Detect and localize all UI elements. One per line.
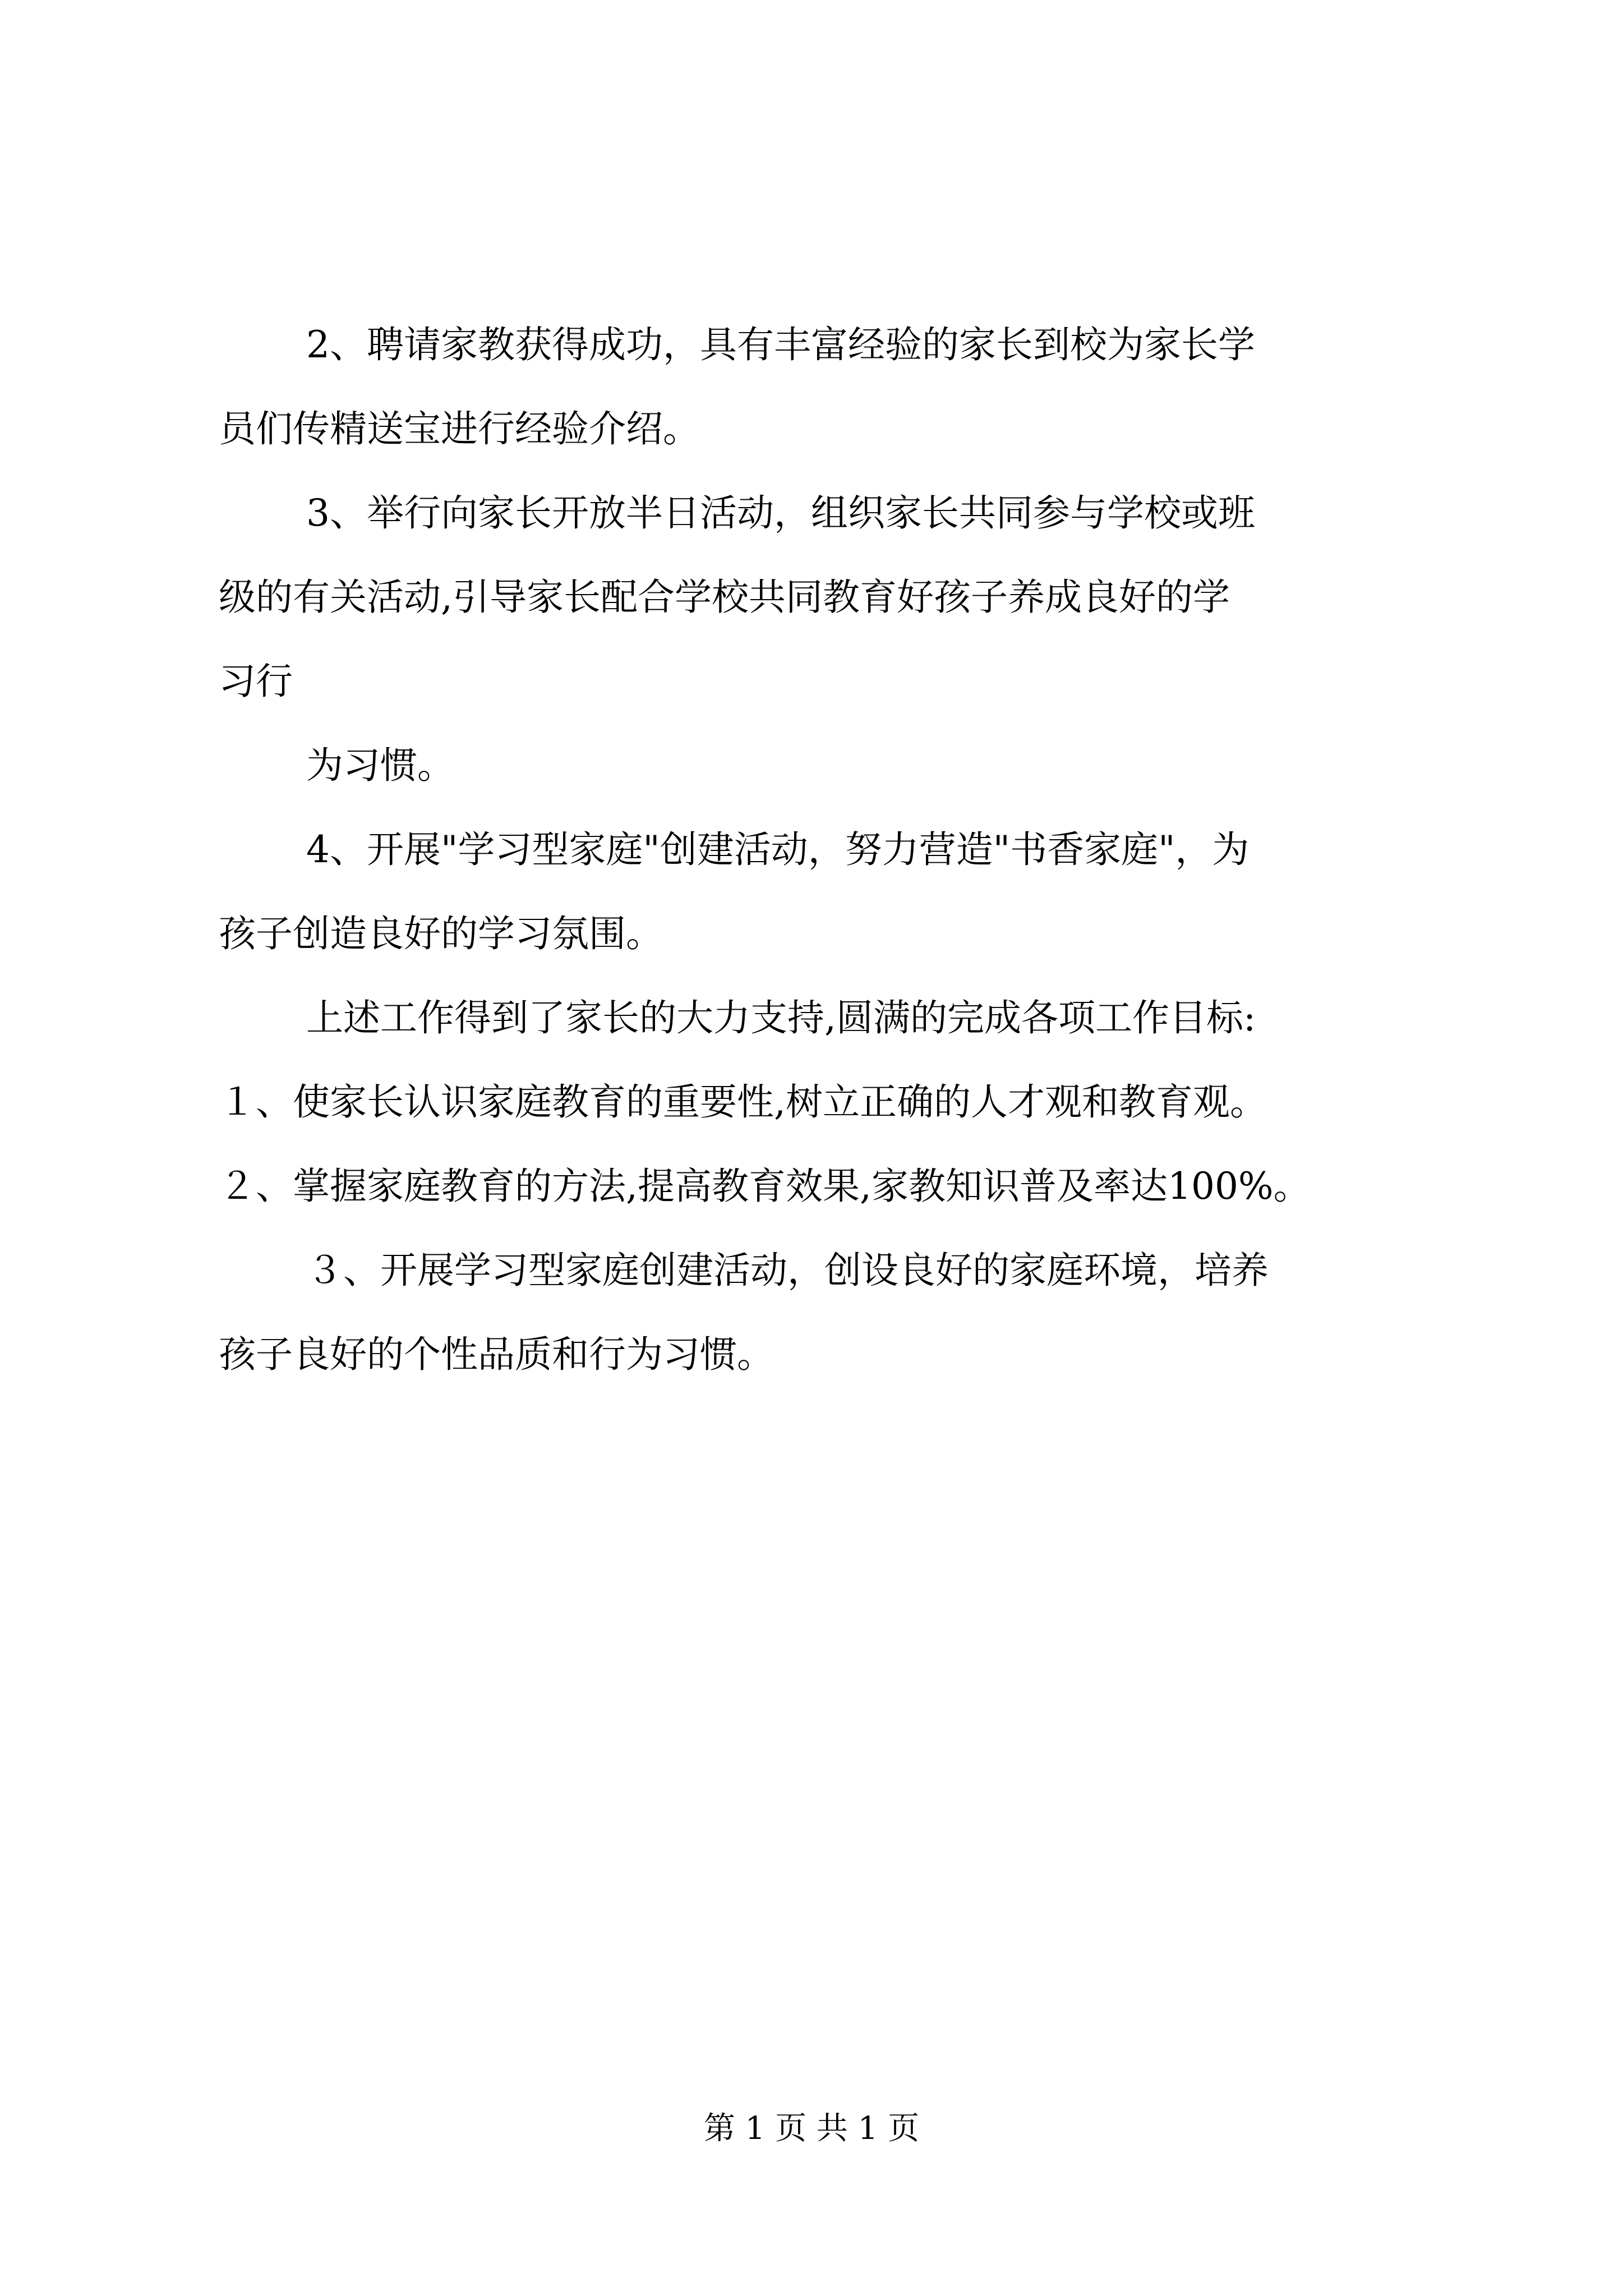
text-line: ２、掌握家庭教育的方法,提高教育效果,家教知识普及率达100%。 — [219, 1165, 1311, 1208]
text-line: 孩子创造良好的学习氛围。 — [219, 912, 663, 955]
paragraph-summary — [219, 976, 1419, 1060]
text-line: １、使家长认识家庭教育的重要性,树立正确的人才观和教育观。 — [219, 1080, 1267, 1124]
paragraph-item-2 — [219, 303, 1419, 471]
document-body — [219, 303, 1419, 1397]
paragraph-item-3 — [219, 471, 1419, 724]
text-line: 4、开展"学习型家庭"创建活动，努力营造"书香家庭"，为 — [306, 828, 1249, 871]
text-line: 员们传精送宝进行经验介绍。 — [219, 407, 700, 450]
text-line: 上述工作得到了家长的大力支持,圆满的完成各项工作目标: — [306, 996, 1256, 1039]
text-line: ３、开展学习型家庭创建活动，创设良好的家庭环境，培养 — [306, 1249, 1269, 1292]
paragraph-goal-3 — [219, 1228, 1419, 1397]
text-line: 习行 — [219, 660, 293, 703]
paragraph-item-3-continued — [219, 724, 1419, 808]
paragraph-goal-1 — [219, 1060, 1419, 1144]
text-line: 孩子良好的个性品质和行为习惯。 — [219, 1333, 774, 1376]
paragraph-item-4 — [219, 808, 1419, 976]
text-line: 级的有关活动,引导家长配合学校共同教育好孩子养成良好的学 — [219, 576, 1230, 619]
page-number-footer: 第 1 页 共 1 页 — [703, 2110, 920, 2147]
text-line: 2、聘请家教获得成功，具有丰富经验的家长到校为家长学 — [306, 323, 1255, 366]
text-line: 3、举行向家长开放半日活动，组织家长共同参与学校或班 — [306, 491, 1255, 535]
text-line: 为习惯。 — [306, 744, 454, 787]
paragraph-goal-2 — [219, 1144, 1419, 1228]
